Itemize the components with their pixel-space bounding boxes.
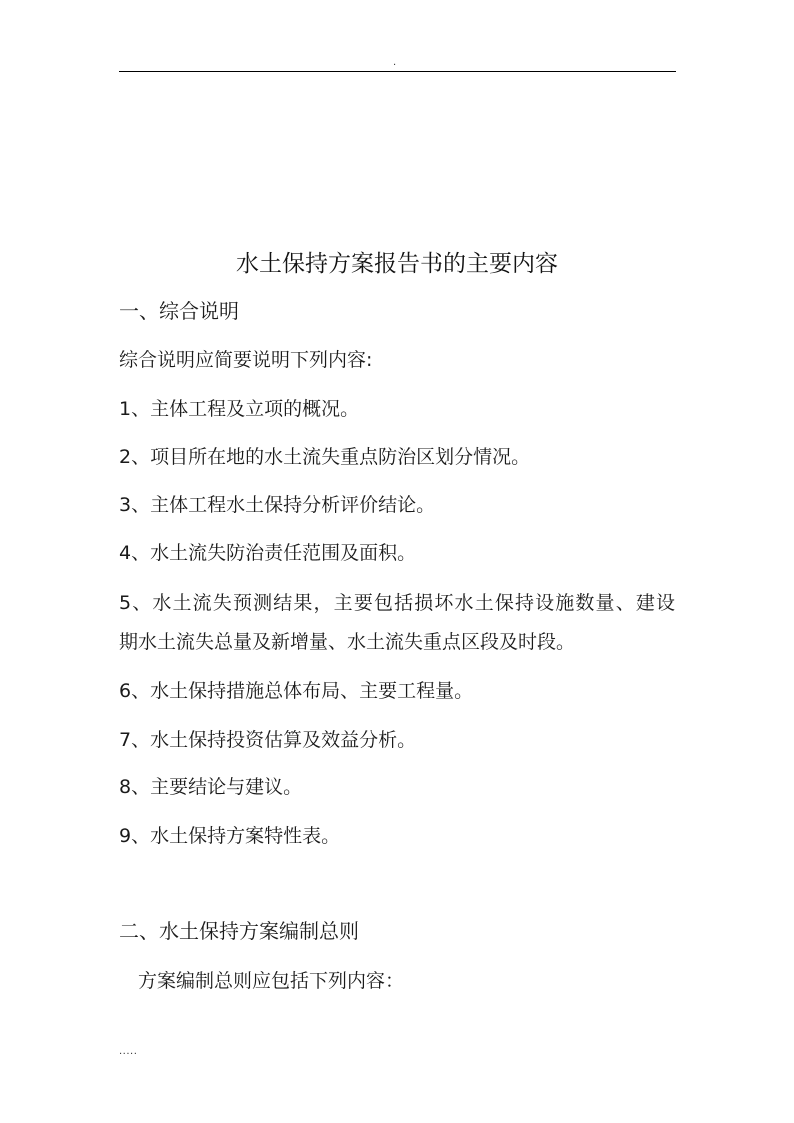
section-1-heading: 一、综合说明	[119, 299, 239, 323]
list-item-5-line-2: 期水土流失总量及新增量、水土流失重点区段及时段。	[119, 631, 576, 653]
section-1-intro: 综合说明应简要说明下列内容:	[119, 349, 373, 371]
section-2-intro: 方案编制总则应包括下列内容：	[138, 970, 405, 992]
document-title: 水土保持方案报告书的主要内容	[236, 251, 558, 277]
list-item-4: 4、水土流失防治责任范围及面积。	[119, 542, 417, 564]
list-item-2: 2、项目所在地的水土流失重点防治区划分情况。	[119, 446, 531, 468]
section-2-heading: 二、水土保持方案编制总则	[119, 919, 359, 943]
list-item-9: 9、水土保持方案特性表。	[119, 825, 341, 847]
list-item-7: 7、水土保持投资估算及效益分析。	[119, 729, 417, 751]
header-rule	[119, 71, 676, 72]
footer-mark: .....	[119, 1046, 138, 1057]
list-item-6: 6、水土保持措施总体布局、主要工程量。	[119, 680, 474, 702]
list-item-8: 8、主要结论与建议。	[119, 776, 303, 798]
header-mark: .	[393, 57, 397, 68]
list-item-1: 1、主体工程及立项的概况。	[119, 398, 360, 420]
list-item-3: 3、主体工程水土保持分析评价结论。	[119, 494, 436, 516]
list-item-5-line-1: 5、水土流失预测结果，主要包括损坏水土保持设施数量、建设	[119, 592, 675, 614]
